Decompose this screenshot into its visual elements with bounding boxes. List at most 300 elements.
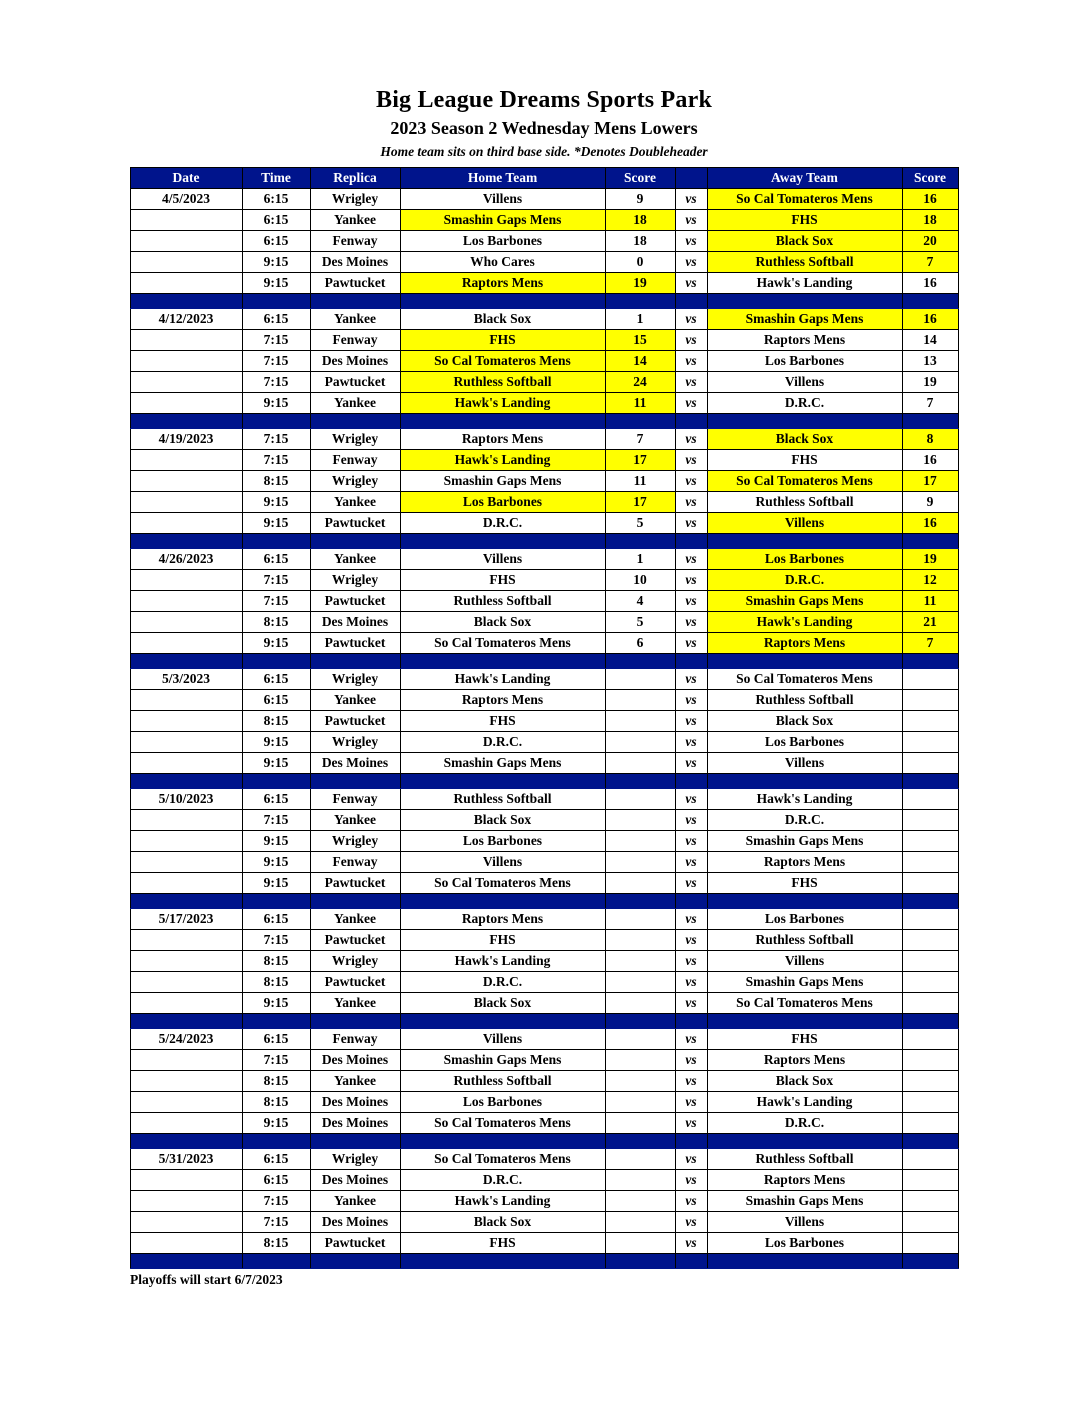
week-separator-cell bbox=[400, 1133, 605, 1148]
cell-replica: Wrigley bbox=[310, 1148, 400, 1169]
cell-date bbox=[130, 350, 242, 371]
cell-home-team: FHS bbox=[400, 929, 605, 950]
cell-away-team: Smashin Gaps Mens bbox=[707, 971, 902, 992]
cell-away-score: 17 bbox=[902, 470, 958, 491]
cell-away-score bbox=[902, 752, 958, 773]
week-separator-cell bbox=[902, 293, 958, 308]
week-separator-cell bbox=[707, 893, 902, 908]
cell-replica: Yankee bbox=[310, 392, 400, 413]
col-home-score: Score bbox=[605, 167, 675, 188]
cell-away-score bbox=[902, 1148, 958, 1169]
table-row bbox=[130, 230, 958, 251]
cell-replica: Des Moines bbox=[310, 251, 400, 272]
cell-home-score bbox=[605, 788, 675, 809]
cell-time: 9:15 bbox=[242, 272, 310, 293]
table-row bbox=[130, 371, 958, 392]
cell-away-score bbox=[902, 1112, 958, 1133]
cell-away-score: 9 bbox=[902, 491, 958, 512]
cell-date: 5/17/2023 bbox=[130, 908, 242, 929]
table-row bbox=[130, 491, 958, 512]
cell-time: 9:15 bbox=[242, 251, 310, 272]
week-separator-cell bbox=[310, 413, 400, 428]
cell-home-score bbox=[605, 752, 675, 773]
cell-away-team: Los Barbones bbox=[707, 731, 902, 752]
cell-home-team: Hawk's Landing bbox=[400, 449, 605, 470]
cell-away-score: 18 bbox=[902, 209, 958, 230]
cell-away-score bbox=[902, 971, 958, 992]
cell-date bbox=[130, 950, 242, 971]
cell-vs: vs bbox=[675, 1112, 707, 1133]
cell-date bbox=[130, 851, 242, 872]
week-separator-cell bbox=[675, 1133, 707, 1148]
cell-home-score bbox=[605, 1169, 675, 1190]
cell-home-team: Villens bbox=[400, 1028, 605, 1049]
cell-home-score bbox=[605, 1232, 675, 1253]
cell-away-score: 14 bbox=[902, 329, 958, 350]
table-body bbox=[130, 188, 958, 1268]
week-separator-cell bbox=[130, 533, 242, 548]
cell-home-team: D.R.C. bbox=[400, 731, 605, 752]
cell-replica: Yankee bbox=[310, 209, 400, 230]
table-row bbox=[130, 1070, 958, 1091]
cell-home-score bbox=[605, 1091, 675, 1112]
cell-away-team: FHS bbox=[707, 449, 902, 470]
cell-away-team: Ruthless Softball bbox=[707, 251, 902, 272]
cell-home-score: 5 bbox=[605, 512, 675, 533]
cell-vs: vs bbox=[675, 428, 707, 449]
cell-vs: vs bbox=[675, 470, 707, 491]
week-separator-cell bbox=[242, 413, 310, 428]
table-row bbox=[130, 188, 958, 209]
cell-date bbox=[130, 830, 242, 851]
week-separator-row bbox=[130, 533, 958, 548]
cell-vs: vs bbox=[675, 788, 707, 809]
week-separator-cell bbox=[605, 413, 675, 428]
cell-replica: Wrigley bbox=[310, 470, 400, 491]
cell-away-team: D.R.C. bbox=[707, 809, 902, 830]
cell-vs: vs bbox=[675, 872, 707, 893]
schedule-table bbox=[130, 167, 959, 1269]
cell-home-score bbox=[605, 668, 675, 689]
cell-date bbox=[130, 1232, 242, 1253]
cell-time: 7:15 bbox=[242, 929, 310, 950]
cell-home-score bbox=[605, 992, 675, 1013]
cell-replica: Des Moines bbox=[310, 611, 400, 632]
cell-vs: vs bbox=[675, 350, 707, 371]
cell-away-team: Smashin Gaps Mens bbox=[707, 1190, 902, 1211]
week-separator-cell bbox=[707, 1133, 902, 1148]
cell-vs: vs bbox=[675, 188, 707, 209]
week-separator-cell bbox=[707, 533, 902, 548]
cell-away-team: Hawk's Landing bbox=[707, 1091, 902, 1112]
cell-home-score: 24 bbox=[605, 371, 675, 392]
cell-away-score bbox=[902, 929, 958, 950]
week-separator-cell bbox=[605, 533, 675, 548]
cell-home-team: Smashin Gaps Mens bbox=[400, 209, 605, 230]
cell-home-team: D.R.C. bbox=[400, 512, 605, 533]
table-row bbox=[130, 611, 958, 632]
cell-away-team: Los Barbones bbox=[707, 1232, 902, 1253]
table-row bbox=[130, 752, 958, 773]
cell-replica: Yankee bbox=[310, 1070, 400, 1091]
cell-away-team: Raptors Mens bbox=[707, 329, 902, 350]
table-row bbox=[130, 1028, 958, 1049]
cell-away-team: FHS bbox=[707, 209, 902, 230]
table-row bbox=[130, 632, 958, 653]
cell-away-score bbox=[902, 872, 958, 893]
cell-replica: Wrigley bbox=[310, 428, 400, 449]
cell-home-team: Who Cares bbox=[400, 251, 605, 272]
cell-replica: Fenway bbox=[310, 230, 400, 251]
cell-replica: Pawtucket bbox=[310, 929, 400, 950]
cell-replica: Des Moines bbox=[310, 1112, 400, 1133]
table-row bbox=[130, 329, 958, 350]
table-row bbox=[130, 731, 958, 752]
cell-vs: vs bbox=[675, 1070, 707, 1091]
cell-vs: vs bbox=[675, 632, 707, 653]
cell-away-score bbox=[902, 788, 958, 809]
cell-vs: vs bbox=[675, 371, 707, 392]
cell-time: 8:15 bbox=[242, 1070, 310, 1091]
week-separator-row bbox=[130, 653, 958, 668]
cell-time: 8:15 bbox=[242, 950, 310, 971]
cell-home-team: Black Sox bbox=[400, 992, 605, 1013]
week-separator-cell bbox=[242, 1013, 310, 1028]
cell-date bbox=[130, 611, 242, 632]
week-separator-cell bbox=[605, 653, 675, 668]
cell-date bbox=[130, 689, 242, 710]
cell-away-score: 16 bbox=[902, 449, 958, 470]
cell-time: 8:15 bbox=[242, 611, 310, 632]
cell-date bbox=[130, 1190, 242, 1211]
col-away-score: Score bbox=[902, 167, 958, 188]
week-separator-cell bbox=[902, 1133, 958, 1148]
table-row bbox=[130, 992, 958, 1013]
cell-date: 4/26/2023 bbox=[130, 548, 242, 569]
cell-date bbox=[130, 230, 242, 251]
week-separator-cell bbox=[130, 413, 242, 428]
col-away-team: Away Team bbox=[707, 167, 902, 188]
cell-replica: Pawtucket bbox=[310, 512, 400, 533]
cell-replica: Pawtucket bbox=[310, 710, 400, 731]
cell-away-score: 19 bbox=[902, 548, 958, 569]
week-separator-cell bbox=[400, 893, 605, 908]
cell-home-score bbox=[605, 830, 675, 851]
cell-home-score: 18 bbox=[605, 209, 675, 230]
header-row bbox=[130, 167, 958, 188]
table-row bbox=[130, 809, 958, 830]
cell-home-team: Hawk's Landing bbox=[400, 668, 605, 689]
week-separator-cell bbox=[242, 1133, 310, 1148]
week-separator-cell bbox=[400, 533, 605, 548]
cell-away-team: Hawk's Landing bbox=[707, 611, 902, 632]
cell-replica: Yankee bbox=[310, 308, 400, 329]
cell-away-team: FHS bbox=[707, 1028, 902, 1049]
cell-home-score: 15 bbox=[605, 329, 675, 350]
week-separator-cell bbox=[675, 1013, 707, 1028]
cell-time: 6:15 bbox=[242, 548, 310, 569]
cell-date bbox=[130, 971, 242, 992]
cell-date bbox=[130, 1112, 242, 1133]
cell-away-team: So Cal Tomateros Mens bbox=[707, 992, 902, 1013]
cell-date bbox=[130, 491, 242, 512]
table-row bbox=[130, 1112, 958, 1133]
cell-replica: Des Moines bbox=[310, 1049, 400, 1070]
cell-away-score: 19 bbox=[902, 371, 958, 392]
table-row bbox=[130, 590, 958, 611]
week-separator-cell bbox=[605, 293, 675, 308]
cell-time: 9:15 bbox=[242, 731, 310, 752]
week-separator-cell bbox=[130, 1253, 242, 1268]
cell-away-team: Smashin Gaps Mens bbox=[707, 308, 902, 329]
page-title: Big League Dreams Sports Park bbox=[375, 87, 712, 113]
cell-home-score: 9 bbox=[605, 188, 675, 209]
table-row bbox=[130, 929, 958, 950]
week-separator-cell bbox=[242, 1253, 310, 1268]
table-row bbox=[130, 1148, 958, 1169]
cell-away-team: Black Sox bbox=[707, 1070, 902, 1091]
cell-away-team: Smashin Gaps Mens bbox=[707, 590, 902, 611]
cell-replica: Yankee bbox=[310, 992, 400, 1013]
week-separator-row bbox=[130, 1133, 958, 1148]
cell-replica: Yankee bbox=[310, 1190, 400, 1211]
table-row bbox=[130, 689, 958, 710]
week-separator-cell bbox=[242, 893, 310, 908]
cell-date bbox=[130, 470, 242, 491]
cell-vs: vs bbox=[675, 251, 707, 272]
cell-home-team: Black Sox bbox=[400, 611, 605, 632]
cell-vs: vs bbox=[675, 1091, 707, 1112]
cell-replica: Yankee bbox=[310, 689, 400, 710]
week-separator-cell bbox=[707, 773, 902, 788]
cell-home-team: Hawk's Landing bbox=[400, 950, 605, 971]
cell-vs: vs bbox=[675, 929, 707, 950]
cell-replica: Pawtucket bbox=[310, 971, 400, 992]
week-separator-cell bbox=[902, 1253, 958, 1268]
cell-date bbox=[130, 992, 242, 1013]
week-separator-row bbox=[130, 413, 958, 428]
cell-replica: Pawtucket bbox=[310, 371, 400, 392]
cell-vs: vs bbox=[675, 308, 707, 329]
week-separator-cell bbox=[707, 653, 902, 668]
week-separator-cell bbox=[130, 1013, 242, 1028]
cell-away-score bbox=[902, 809, 958, 830]
cell-away-score: 16 bbox=[902, 188, 958, 209]
cell-replica: Wrigley bbox=[310, 830, 400, 851]
cell-replica: Pawtucket bbox=[310, 632, 400, 653]
cell-home-score bbox=[605, 809, 675, 830]
cell-home-team: Black Sox bbox=[400, 809, 605, 830]
week-separator-cell bbox=[675, 413, 707, 428]
cell-time: 7:15 bbox=[242, 449, 310, 470]
cell-away-team: Villens bbox=[707, 950, 902, 971]
cell-time: 6:15 bbox=[242, 230, 310, 251]
table-row bbox=[130, 971, 958, 992]
table-row bbox=[130, 1091, 958, 1112]
week-separator-cell bbox=[675, 533, 707, 548]
week-separator-cell bbox=[707, 413, 902, 428]
cell-vs: vs bbox=[675, 668, 707, 689]
cell-away-score bbox=[902, 1190, 958, 1211]
week-separator-cell bbox=[130, 893, 242, 908]
table-row bbox=[130, 569, 958, 590]
cell-date: 4/5/2023 bbox=[130, 188, 242, 209]
cell-vs: vs bbox=[675, 392, 707, 413]
table-row bbox=[130, 251, 958, 272]
cell-replica: Yankee bbox=[310, 809, 400, 830]
week-separator-row bbox=[130, 893, 958, 908]
cell-home-team: Villens bbox=[400, 188, 605, 209]
cell-time: 9:15 bbox=[242, 992, 310, 1013]
cell-home-team: So Cal Tomateros Mens bbox=[400, 632, 605, 653]
week-separator-cell bbox=[130, 293, 242, 308]
cell-away-team: D.R.C. bbox=[707, 1112, 902, 1133]
table-row bbox=[130, 449, 958, 470]
cell-home-team: Villens bbox=[400, 548, 605, 569]
week-separator-cell bbox=[310, 773, 400, 788]
cell-away-score bbox=[902, 689, 958, 710]
cell-away-score bbox=[902, 668, 958, 689]
cell-away-team: Black Sox bbox=[707, 230, 902, 251]
table-row bbox=[130, 872, 958, 893]
table-row bbox=[130, 209, 958, 230]
table-row bbox=[130, 470, 958, 491]
cell-home-team: Raptors Mens bbox=[400, 908, 605, 929]
cell-home-team: Smashin Gaps Mens bbox=[400, 752, 605, 773]
cell-vs: vs bbox=[675, 992, 707, 1013]
cell-replica: Pawtucket bbox=[310, 590, 400, 611]
cell-away-score bbox=[902, 950, 958, 971]
cell-date bbox=[130, 929, 242, 950]
cell-home-score bbox=[605, 1148, 675, 1169]
cell-time: 6:15 bbox=[242, 788, 310, 809]
week-separator-cell bbox=[242, 773, 310, 788]
cell-away-score bbox=[902, 710, 958, 731]
cell-home-team: Raptors Mens bbox=[400, 428, 605, 449]
cell-home-score: 17 bbox=[605, 491, 675, 512]
cell-away-score: 7 bbox=[902, 251, 958, 272]
cell-home-team: Ruthless Softball bbox=[400, 788, 605, 809]
cell-away-score bbox=[902, 1028, 958, 1049]
cell-time: 9:15 bbox=[242, 752, 310, 773]
cell-home-team: FHS bbox=[400, 1232, 605, 1253]
week-separator-cell bbox=[400, 1013, 605, 1028]
cell-away-team: Raptors Mens bbox=[707, 1169, 902, 1190]
cell-away-team: Ruthless Softball bbox=[707, 491, 902, 512]
cell-home-team: So Cal Tomateros Mens bbox=[400, 350, 605, 371]
cell-date bbox=[130, 272, 242, 293]
cell-vs: vs bbox=[675, 548, 707, 569]
cell-away-score bbox=[902, 1049, 958, 1070]
week-separator-cell bbox=[707, 1253, 902, 1268]
week-separator-cell bbox=[130, 1133, 242, 1148]
week-separator-cell bbox=[675, 893, 707, 908]
week-separator-cell bbox=[675, 1253, 707, 1268]
cell-away-team: Los Barbones bbox=[707, 548, 902, 569]
week-separator-cell bbox=[400, 413, 605, 428]
cell-vs: vs bbox=[675, 329, 707, 350]
table-row bbox=[130, 788, 958, 809]
cell-vs: vs bbox=[675, 512, 707, 533]
table-row bbox=[130, 392, 958, 413]
cell-vs: vs bbox=[675, 950, 707, 971]
cell-date: 4/19/2023 bbox=[130, 428, 242, 449]
cell-date bbox=[130, 1091, 242, 1112]
week-separator-cell bbox=[242, 293, 310, 308]
cell-vs: vs bbox=[675, 491, 707, 512]
cell-home-score bbox=[605, 731, 675, 752]
cell-time: 8:15 bbox=[242, 470, 310, 491]
week-separator-cell bbox=[310, 1013, 400, 1028]
cell-home-score bbox=[605, 929, 675, 950]
col-time: Time bbox=[242, 167, 310, 188]
cell-away-team: Villens bbox=[707, 1211, 902, 1232]
week-separator-cell bbox=[400, 773, 605, 788]
cell-away-team: FHS bbox=[707, 872, 902, 893]
cell-time: 7:15 bbox=[242, 809, 310, 830]
cell-away-team: Raptors Mens bbox=[707, 1049, 902, 1070]
cell-vs: vs bbox=[675, 1148, 707, 1169]
cell-time: 7:15 bbox=[242, 428, 310, 449]
cell-away-score: 16 bbox=[902, 512, 958, 533]
cell-home-score: 10 bbox=[605, 569, 675, 590]
cell-home-team: Black Sox bbox=[400, 308, 605, 329]
cell-home-team: Hawk's Landing bbox=[400, 392, 605, 413]
cell-away-score bbox=[902, 1070, 958, 1091]
cell-replica: Fenway bbox=[310, 788, 400, 809]
cell-time: 7:15 bbox=[242, 329, 310, 350]
cell-date bbox=[130, 371, 242, 392]
cell-away-score: 16 bbox=[902, 272, 958, 293]
cell-home-team: FHS bbox=[400, 569, 605, 590]
cell-time: 6:15 bbox=[242, 209, 310, 230]
cell-replica: Yankee bbox=[310, 908, 400, 929]
table-row bbox=[130, 428, 958, 449]
col-home-team: Home Team bbox=[400, 167, 605, 188]
table-row bbox=[130, 272, 958, 293]
table-row bbox=[130, 512, 958, 533]
cell-vs: vs bbox=[675, 830, 707, 851]
cell-replica: Wrigley bbox=[310, 569, 400, 590]
cell-time: 9:15 bbox=[242, 1112, 310, 1133]
cell-date bbox=[130, 1070, 242, 1091]
cell-away-team: Raptors Mens bbox=[707, 632, 902, 653]
table-row bbox=[130, 710, 958, 731]
week-separator-cell bbox=[902, 533, 958, 548]
cell-date bbox=[130, 449, 242, 470]
cell-away-score bbox=[902, 830, 958, 851]
table-row bbox=[130, 1232, 958, 1253]
cell-replica: Fenway bbox=[310, 329, 400, 350]
cell-home-team: So Cal Tomateros Mens bbox=[400, 1112, 605, 1133]
cell-vs: vs bbox=[675, 731, 707, 752]
cell-home-team: Ruthless Softball bbox=[400, 590, 605, 611]
cell-time: 8:15 bbox=[242, 710, 310, 731]
table-row bbox=[130, 1190, 958, 1211]
cell-away-score: 21 bbox=[902, 611, 958, 632]
cell-vs: vs bbox=[675, 752, 707, 773]
cell-away-team: So Cal Tomateros Mens bbox=[707, 470, 902, 491]
cell-date bbox=[130, 1049, 242, 1070]
cell-home-score: 11 bbox=[605, 470, 675, 491]
cell-date bbox=[130, 1211, 242, 1232]
cell-replica: Pawtucket bbox=[310, 1232, 400, 1253]
cell-date bbox=[130, 590, 242, 611]
cell-time: 6:15 bbox=[242, 689, 310, 710]
cell-date bbox=[130, 731, 242, 752]
week-separator-cell bbox=[902, 1013, 958, 1028]
cell-time: 7:15 bbox=[242, 350, 310, 371]
